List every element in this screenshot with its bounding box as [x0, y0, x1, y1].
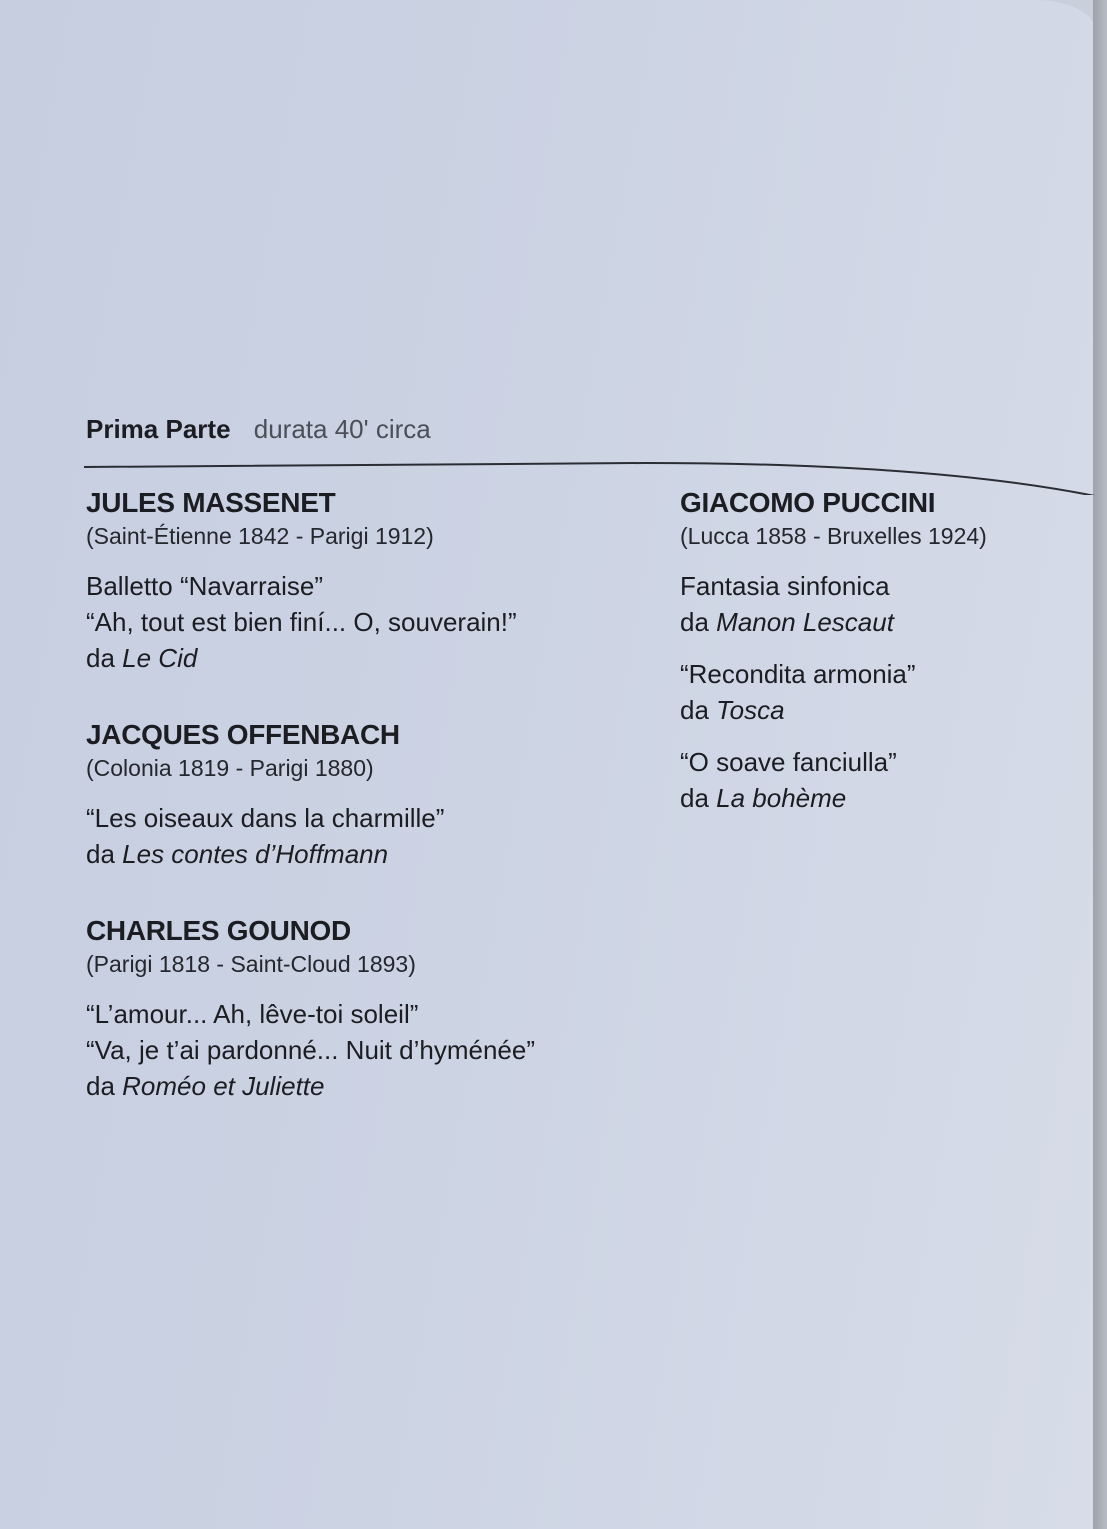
composer-block	[680, 486, 1080, 816]
composer-block	[86, 914, 666, 1104]
piece-source	[680, 692, 1080, 728]
opera-title: Les contes d’Hoffmann	[122, 839, 389, 869]
source-prefix: da	[86, 839, 115, 869]
piece	[680, 744, 1080, 816]
piece-title: “Recondita armonia”	[680, 659, 916, 689]
opera-title: Le Cid	[122, 643, 198, 673]
piece-source	[86, 836, 666, 872]
piece-title: Fantasia sinfonica	[680, 571, 890, 601]
piece-source	[86, 1068, 666, 1104]
piece-source	[680, 780, 1080, 816]
composer-life: (Colonia 1819 - Parigi 1880)	[86, 755, 374, 781]
source-prefix: da	[680, 783, 709, 813]
composer-name: CHARLES GOUNOD	[86, 915, 351, 946]
piece-title: “Va, je t’ai pardonné... Nuit d’hyménée”	[86, 1035, 535, 1065]
piece-title: “L’amour... Ah, lêve-toi soleil”	[86, 999, 419, 1029]
piece-source	[86, 640, 666, 676]
source-prefix: da	[680, 607, 709, 637]
opera-title: La bohème	[716, 783, 847, 813]
composer-block	[86, 718, 666, 872]
piece	[86, 800, 666, 872]
composer-life: (Lucca 1858 - Bruxelles 1924)	[680, 523, 987, 549]
source-prefix: da	[680, 695, 709, 725]
composer-name: GIACOMO PUCCINI	[680, 487, 936, 518]
composer-block	[86, 486, 666, 676]
opera-title: Tosca	[716, 695, 785, 725]
page-edge	[1093, 0, 1107, 1529]
section-header	[86, 414, 431, 445]
opera-title: Manon Lescaut	[716, 607, 894, 637]
right-column	[680, 486, 1080, 832]
piece-title: Balletto “Navarraise”	[86, 571, 323, 601]
composer-life: (Parigi 1818 - Saint-Cloud 1893)	[86, 951, 416, 977]
composer-name: JACQUES OFFENBACH	[86, 719, 400, 750]
composer-name: JULES MASSENET	[86, 487, 336, 518]
section-title: Prima Parte	[86, 414, 231, 444]
piece-title: “Ah, tout est bien finí... O, souverain!”	[86, 607, 517, 637]
source-prefix: da	[86, 643, 115, 673]
piece-title: “Les oiseaux dans la charmille”	[86, 803, 445, 833]
left-column	[86, 486, 666, 1120]
piece-title: “O soave fanciulla”	[680, 747, 897, 777]
piece	[86, 568, 666, 676]
opera-title: Roméo et Juliette	[122, 1071, 325, 1101]
composer-life: (Saint-Étienne 1842 - Parigi 1912)	[86, 523, 434, 549]
source-prefix: da	[86, 1071, 115, 1101]
piece	[86, 996, 666, 1104]
section-duration: durata 40' circa	[253, 414, 431, 444]
piece-source	[680, 604, 1080, 640]
piece	[680, 568, 1080, 640]
piece	[680, 656, 1080, 728]
